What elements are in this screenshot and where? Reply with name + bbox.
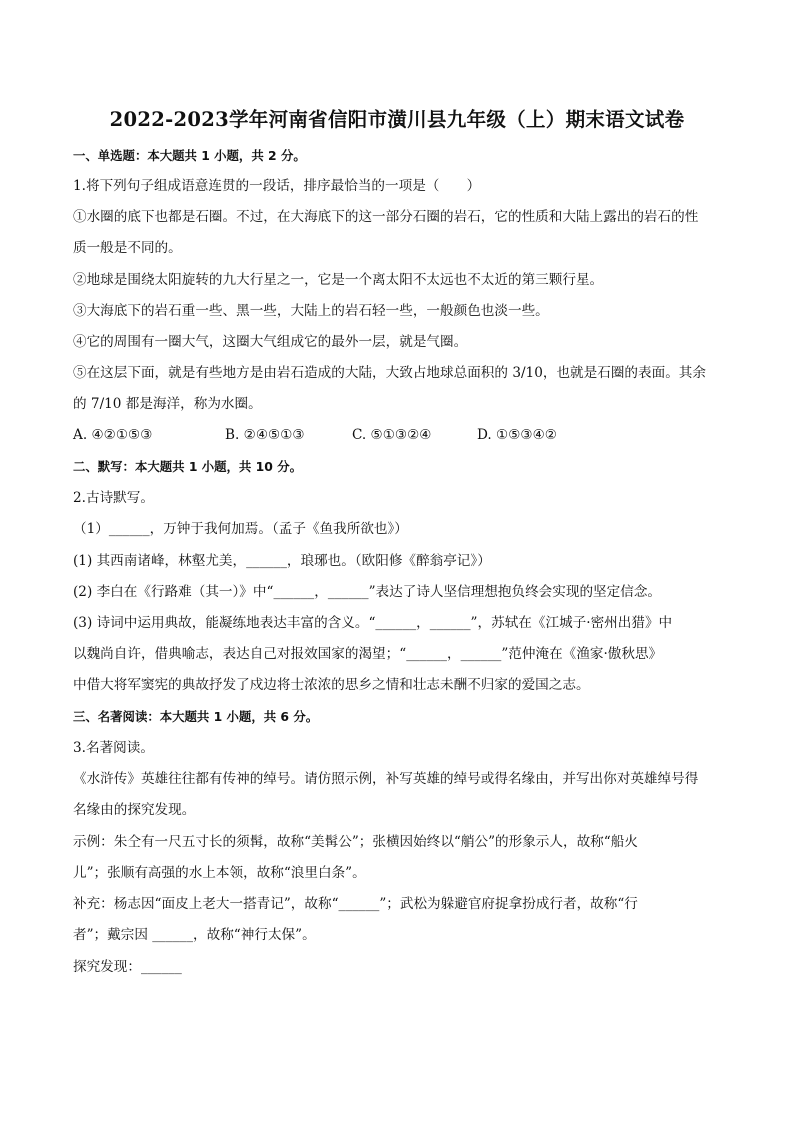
question-2-stem: 2.古诗默写。 <box>73 490 154 506</box>
question-3-supplement-2: 者”；戴宗因 ______，故称“神行太保”。 <box>73 927 316 943</box>
question-3-stem: 3.名著阅读。 <box>73 740 154 756</box>
question-1-sentence-4: ④它的周围有一圈大气，这圈大气组成它的最外一层，就是气圈。 <box>73 334 468 350</box>
question-3-finding: 探究发现：______ <box>73 959 182 975</box>
question-2-line-6: 中借大将军窦宪的典故抒发了戍边将士浓浓的思乡之情和壮志未酬不归家的爱国之志。 <box>73 677 590 693</box>
question-3-line-1: 《水浒传》英雄往往都有传神的绰号。请仿照示例，补写英雄的绰号或得名缘由，并写出你对英雄绰号得 <box>73 771 699 787</box>
option-c[interactable]: C. ⑤①③②④ <box>352 427 432 443</box>
question-3-line-2: 名缘由的探究发现。 <box>73 802 196 818</box>
question-3-example-1: 示例：朱仝有一尺五寸长的须髯，故称“美髯公”；张横因始终以“艄公”的形象示人，故称“船火 <box>73 834 638 850</box>
question-1-stem: 1.将下列句子组成语意连贯的一段话，排序最恰当的一项是（ ） <box>73 178 481 194</box>
option-a[interactable]: A. ④②①⑤③ <box>73 427 153 443</box>
question-1-sentence-1: ①水圈的底下也都是石圈。不过，在大海底下的这一部分石圈的岩石，它的性质和大陆上露出的岩石的性 <box>73 209 699 225</box>
option-d[interactable]: D. ①⑤③④② <box>477 427 557 443</box>
question-1-sentence-1-cont: 质一般是不同的。 <box>73 240 182 256</box>
question-1-sentence-5-cont: 的 7/10 都是海洋，称为水圈。 <box>73 396 262 412</box>
option-b[interactable]: B. ②④⑤①③ <box>225 427 305 443</box>
section-heading-3: 三、名著阅读：本大题共 1 小题，共 6 分。 <box>73 709 319 724</box>
question-1-sentence-3: ③大海底下的岩石重一些、黑一些，大陆上的岩石轻一些，一般颜色也淡一些。 <box>73 303 549 319</box>
question-2-line-1: （1）______，万钟于我何加焉。（孟子《鱼我所欲也》） <box>73 521 408 537</box>
question-1-sentence-5: ⑤在这层下面，就是有些地方是由岩石造成的大陆，大致占地球总面积的 3/10，也就是石圈的表面。其余 <box>73 365 706 381</box>
question-1-sentence-2: ②地球是围绕太阳旋转的九大行星之一，它是一个离太阳不太远也不太近的第三颗行星。 <box>73 272 604 288</box>
question-2-line-4: (3) 诗词中运用典故，能凝练地表达丰富的含义。“______，______”，苏轼在《江城子·密州出猎》中 <box>73 615 673 631</box>
question-2-line-3: (2) 李白在《行路难（其一）》中“______，______”表达了诗人坚信理想抱负终会实现的坚定信念。 <box>73 584 662 600</box>
question-1-options <box>73 425 733 445</box>
question-3-supplement-1: 补充：杨志因“面皮上老大一搭青记”，故称“______”；武松为躲避官府捉拿扮成行者，故称“行 <box>73 896 638 912</box>
page-title: 2022-2023学年河南省信阳市潢川县九年级（上）期末语文试卷 <box>109 108 685 131</box>
section-heading-2: 二、默写：本大题共 1 小题，共 10 分。 <box>73 459 302 474</box>
question-2-line-2: (1) 其西南诸峰，林壑尤美，______，琅琊也。（欧阳修《醉翁亭记》） <box>73 553 491 569</box>
section-heading-1: 一、单选题：本大题共 1 小题，共 2 分。 <box>73 148 306 163</box>
question-3-example-2: 儿”；张顺有高强的水上本领，故称“浪里白条”。 <box>73 865 366 881</box>
question-2-line-5: 以魏尚自许，借典喻志，表达自己对报效国家的渴望；“______，______”范仲淹在《渔家·傲秋思》 <box>73 646 663 662</box>
